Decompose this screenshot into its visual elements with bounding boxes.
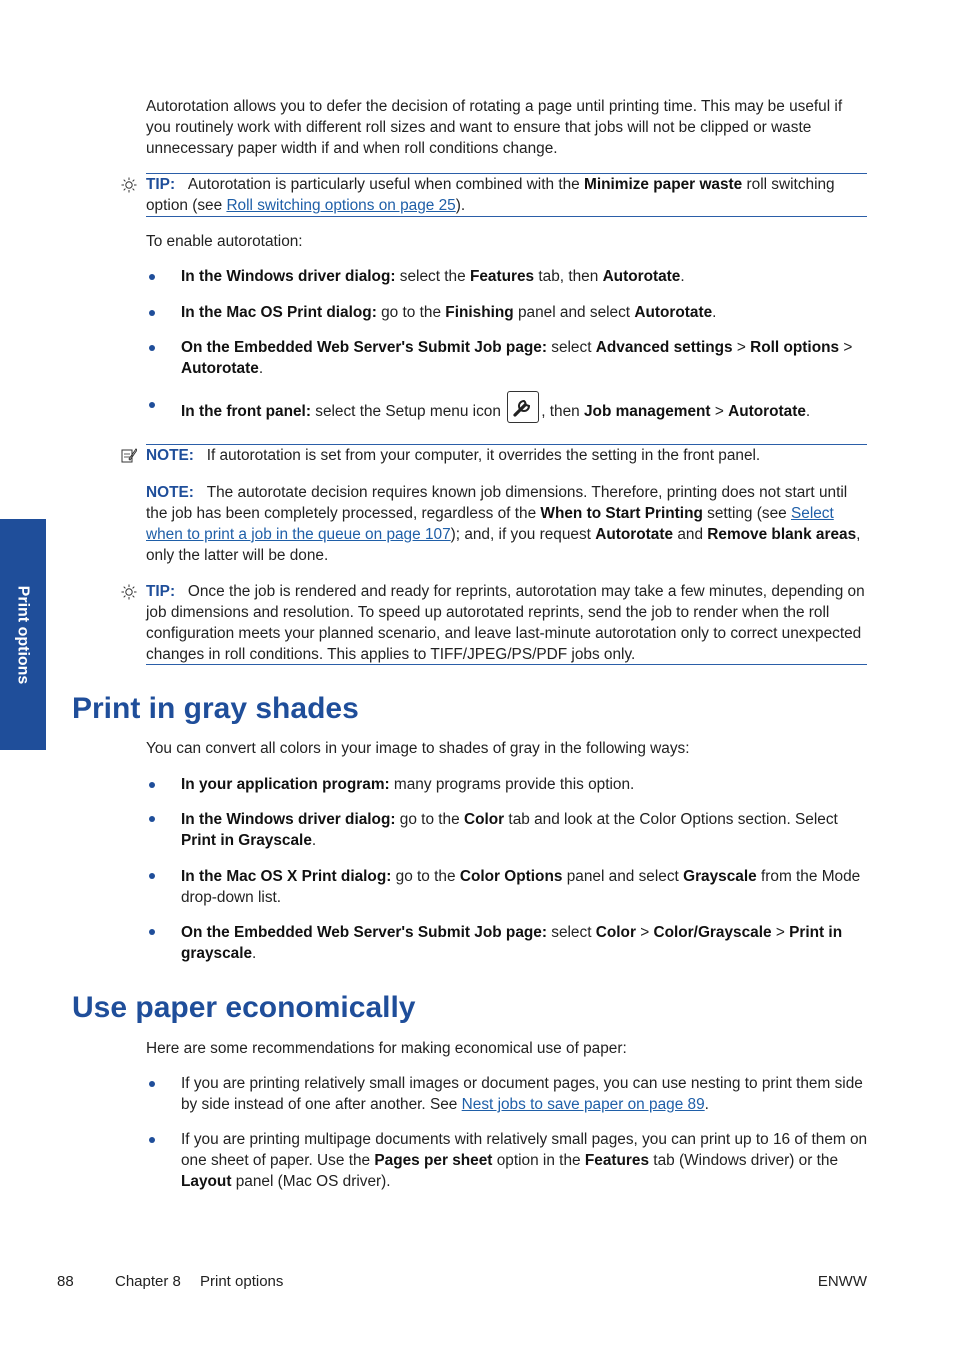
g2-b3: Grayscale xyxy=(683,868,757,885)
nest-jobs-link[interactable]: Nest jobs to save paper on page 89 xyxy=(461,1096,705,1113)
b2-b2: Advanced settings xyxy=(595,339,733,356)
b3-b2: Job management xyxy=(583,403,711,421)
bullet-ews xyxy=(181,337,869,379)
b2-t3: > xyxy=(839,339,853,356)
bullet-dot xyxy=(149,1137,155,1143)
g1-t3: . xyxy=(311,832,317,849)
note2-b1: When to Start Printing xyxy=(540,505,703,522)
b1-b1: In the Mac OS Print dialog: xyxy=(181,304,377,321)
b1-t3: . xyxy=(712,304,717,321)
bullet-dot xyxy=(149,345,155,351)
section-heading-economy: Use paper economically xyxy=(72,991,416,1024)
footer-chapter: Chapter 8 xyxy=(115,1273,181,1290)
bullet-dot xyxy=(149,402,155,408)
b3-t2: , then xyxy=(541,403,584,421)
b2-b4: Autorotate xyxy=(181,360,259,377)
b3-t1: select the Setup menu icon xyxy=(310,403,506,421)
b0-b1: In the Windows driver dialog: xyxy=(181,268,396,285)
note2-t3: ); and, if you request xyxy=(450,526,596,543)
g2-t2: panel and select xyxy=(562,868,684,885)
g3-t4: . xyxy=(252,945,257,962)
tip1-text xyxy=(146,174,868,216)
setup-menu-wrench-icon xyxy=(507,391,539,423)
e2-b2: Features xyxy=(584,1152,650,1169)
bullet-windows-driver xyxy=(181,266,869,287)
lightbulb-icon xyxy=(121,177,137,193)
bullet-dot xyxy=(149,782,155,788)
bullet-dot xyxy=(149,873,155,879)
g1-b1: In the Windows driver dialog: xyxy=(181,811,396,828)
gray-intro: You can convert all colors in your image to shades of gray in the following ways: xyxy=(146,740,690,757)
b2-b1: On the Embedded Web Server's Submit Job page: xyxy=(181,339,547,356)
b2-t4: . xyxy=(258,360,264,377)
side-tab-label: Print options xyxy=(14,585,32,684)
footer-enww: ENWW xyxy=(817,1273,867,1290)
e2-t4: panel (Mac OS driver). xyxy=(231,1173,391,1190)
g2-t3: from the Mode drop-down list. xyxy=(181,868,861,906)
enable-intro: To enable autorotation: xyxy=(146,233,303,250)
e1-t2: . xyxy=(704,1096,709,1113)
b3-b3: Autorotate xyxy=(728,403,806,421)
tip2-label: TIP: xyxy=(146,583,176,600)
note-pencil-icon xyxy=(121,447,137,464)
g1-t1: go to the xyxy=(395,811,464,828)
bullet-dot xyxy=(149,816,155,822)
note2-t4: and xyxy=(673,526,708,543)
tip1-t1: Autorotation is particularly useful when combined with the xyxy=(187,176,584,193)
economy-bullet-pages xyxy=(181,1129,869,1192)
g3-b4: Print in grayscale xyxy=(181,924,843,962)
g1-b2: Color xyxy=(463,811,505,828)
gray-bullet-windows xyxy=(181,809,869,851)
note2-b2: Autorotate xyxy=(595,526,674,543)
g3-t1: select xyxy=(546,924,596,941)
g0-b1: In your application program: xyxy=(181,776,390,793)
bullet-mac-print xyxy=(181,302,869,323)
gray-bullet-ews xyxy=(181,922,869,964)
intro-paragraph: Autorotation allows you to defer the decision of rotating a page until printing time. This may be useful if you routinely work with different roll sizes and want to ensure that jobs will not be clipped or waste unnecessary paper width if and when roll conditions change. xyxy=(146,98,843,157)
e2-b3: Layout xyxy=(181,1173,232,1190)
tip1-b1: Minimize paper waste xyxy=(584,176,743,193)
note1-body: If autorotation is set from your computer, it overrides the setting in the front panel. xyxy=(206,447,761,464)
g3-t3: > xyxy=(771,924,790,941)
note2-b3: Remove blank areas xyxy=(707,526,857,543)
b0-b3: Autorotate xyxy=(602,268,681,285)
side-chapter-tab xyxy=(0,519,46,750)
g3-b3: Color/Grayscale xyxy=(653,924,772,941)
b3-b1: In the front panel: xyxy=(181,403,311,421)
g3-b1: On the Embedded Web Server's Submit Job page: xyxy=(181,924,547,941)
e2-t2: option in the xyxy=(492,1152,585,1169)
economy-bullet-nesting xyxy=(181,1073,869,1115)
e2-b1: Pages per sheet xyxy=(374,1152,493,1169)
g2-b1: In the Mac OS X Print dialog: xyxy=(181,868,392,885)
note2-t2: setting (see xyxy=(702,505,791,522)
tip1-t3: ). xyxy=(455,197,466,214)
section-heading-gray: Print in gray shades xyxy=(72,692,359,725)
footer-section: Print options xyxy=(200,1273,284,1290)
bullet-dot xyxy=(149,1081,155,1087)
select-when-to-print-link[interactable]: Select when to print a job in the queue on page 107 xyxy=(146,505,834,543)
note2-text xyxy=(146,482,868,566)
bullet-dot xyxy=(149,929,155,935)
e1-t1: If you are printing relatively small images or document pages, you can use nesting to print them side by side instead of one after another. See xyxy=(181,1075,863,1113)
b2-b3: Roll options xyxy=(750,339,840,356)
tip1-t2: roll switching option (see xyxy=(146,176,835,214)
gray-bullet-mac xyxy=(181,866,869,908)
b1-b3: Autorotate xyxy=(634,304,713,321)
tip1-bottom-rule xyxy=(146,216,867,217)
g3-b2: Color xyxy=(595,924,636,941)
g0-t1: many programs provide this option. xyxy=(389,776,635,793)
bullet-dot xyxy=(149,310,155,316)
g2-t1: go to the xyxy=(391,868,460,885)
e2-t1: If you are printing multipage documents with relatively small pages, you can print up to 16 of them on one sheet of paper. Use the xyxy=(181,1131,868,1169)
b0-t3: . xyxy=(680,268,685,285)
gray-bullet-app xyxy=(181,774,869,795)
lightbulb-icon xyxy=(121,584,137,600)
roll-switching-link[interactable]: Roll switching options on page 25 xyxy=(226,197,456,214)
e2-t3: tab (Windows driver) or the xyxy=(649,1152,839,1169)
b1-t1: go to the xyxy=(376,304,446,321)
note2-t1: The autorotate decision requires known job dimensions. Therefore, printing does not start until the job has been completely processed, regardless of the xyxy=(146,484,848,522)
b1-b2: Finishing xyxy=(445,304,514,321)
b1-t2: panel and select xyxy=(513,304,635,321)
b2-t1: select xyxy=(546,339,596,356)
bullet-dot xyxy=(149,274,155,280)
economy-intro: Here are some recommendations for making economical use of paper: xyxy=(146,1040,627,1057)
b0-t1: select the xyxy=(395,268,470,285)
footer-page-number: 88 xyxy=(57,1273,74,1290)
g2-b2: Color Options xyxy=(459,868,563,885)
note1-label: NOTE: xyxy=(146,447,194,464)
b3-t4: . xyxy=(805,403,811,421)
tip2-text xyxy=(146,581,868,665)
b3-t3: > xyxy=(710,403,729,421)
tip2-bottom-rule xyxy=(146,664,867,665)
g1-b3: Print in Grayscale xyxy=(181,832,312,849)
tip1-label: TIP: xyxy=(146,176,176,193)
note2-label: NOTE: xyxy=(146,484,194,501)
note1-text xyxy=(146,445,868,466)
b2-t2: > xyxy=(732,339,751,356)
g3-t2: > xyxy=(635,924,654,941)
b0-b2: Features xyxy=(469,268,535,285)
g1-t2: tab and look at the Color Options section. Select xyxy=(504,811,838,828)
tip2-body: Once the job is rendered and ready for reprints, autorotation may take a few minutes, depending on job dimensions and resolution. To speed up autorotated reprints, send the job to render when the roll configuration meets your planned scenario, and leave last-minute autorotation only to correct unexpected changes in roll conditions. This applies to TIFF/JPEG/PS/PDF jobs only. xyxy=(146,583,865,663)
b0-t2: tab, then xyxy=(534,268,603,285)
note2-t5: , only the latter will be done. xyxy=(146,526,861,564)
bullet-front-panel xyxy=(181,399,869,425)
